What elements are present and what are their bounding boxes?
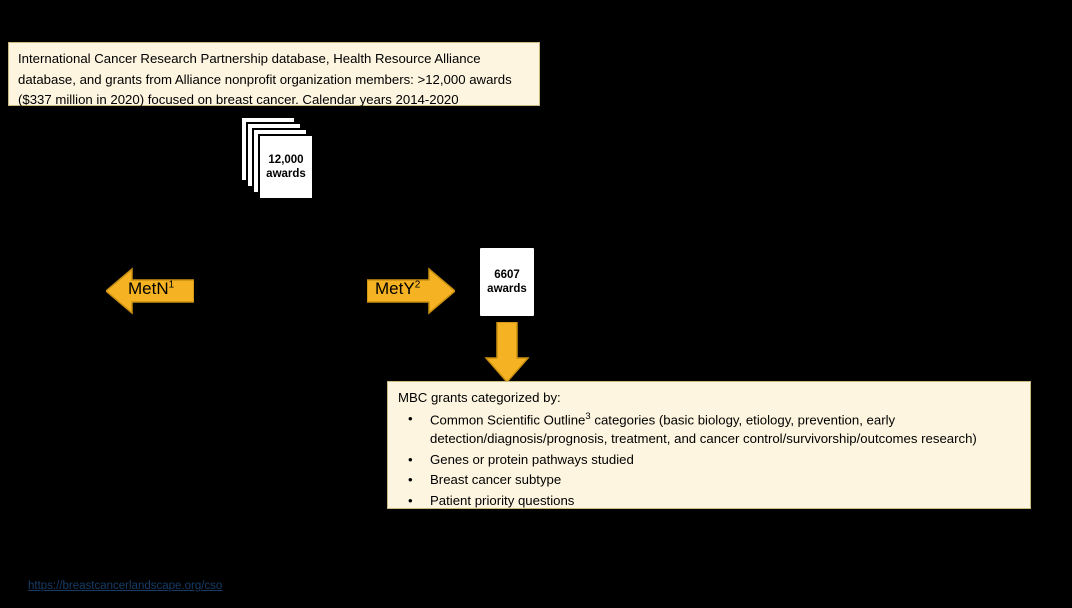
bullet-glyph: • <box>408 472 413 488</box>
arrow-right-label-text: MetY <box>375 279 415 298</box>
list-item-text: Genes or protein pathways studied <box>430 451 634 467</box>
bullet-glyph: • <box>408 410 413 426</box>
document-stack-12000-awards <box>240 116 318 202</box>
list-item <box>398 471 1020 490</box>
source-description-box <box>8 42 540 106</box>
list-item-text: Common Scientific Outline <box>430 412 586 428</box>
list-item-text: Patient priority questions <box>430 493 575 509</box>
arrow-left-label-text: MetN <box>128 279 169 298</box>
arrow-right-label-superscript: 2 <box>414 279 421 291</box>
footer-source-link[interactable]: https://breastcancerlandscape.org/cso <box>28 580 223 592</box>
bullet-glyph: • <box>408 493 413 509</box>
categorization-box <box>387 381 1031 509</box>
stack-count-label: 12,000 <box>268 153 304 166</box>
arrow-left-label-superscript: 1 <box>168 279 175 291</box>
list-item-superscript: 3 <box>585 410 591 422</box>
source-description-text: International Cancer Research Partnership database, Health Resource Alliance database, and grants from Alliance nonprofit organization members: >12,000 awards ($337 million in 2020) focused on breast cancer. Calendar years 2014-2020 <box>18 51 512 108</box>
categorization-list <box>398 410 1020 511</box>
document-6607-awards <box>478 246 536 318</box>
arrow-down-to-categories <box>484 322 530 382</box>
arrow-right-label <box>375 279 420 299</box>
list-item-text-tail: categories (basic biology, etiology, prevention, early detection/diagnosis/prognosis, treatment, and cancer control/survivorship/outcomes research) <box>430 412 977 446</box>
list-item-text: Breast cancer subtype <box>430 472 562 488</box>
list-item <box>398 492 1020 511</box>
document-count-label: 6607 <box>494 268 520 281</box>
stack-unit-label: awards <box>266 168 306 180</box>
document-unit-label: awards <box>487 283 527 295</box>
arrow-left-label <box>128 279 174 299</box>
document-sheet-front <box>258 134 314 200</box>
arrow-down-icon <box>484 322 530 382</box>
list-item <box>398 410 1020 449</box>
bullet-glyph: • <box>408 451 413 467</box>
categorization-title: MBC grants categorized by: <box>398 390 561 405</box>
list-item <box>398 451 1020 470</box>
